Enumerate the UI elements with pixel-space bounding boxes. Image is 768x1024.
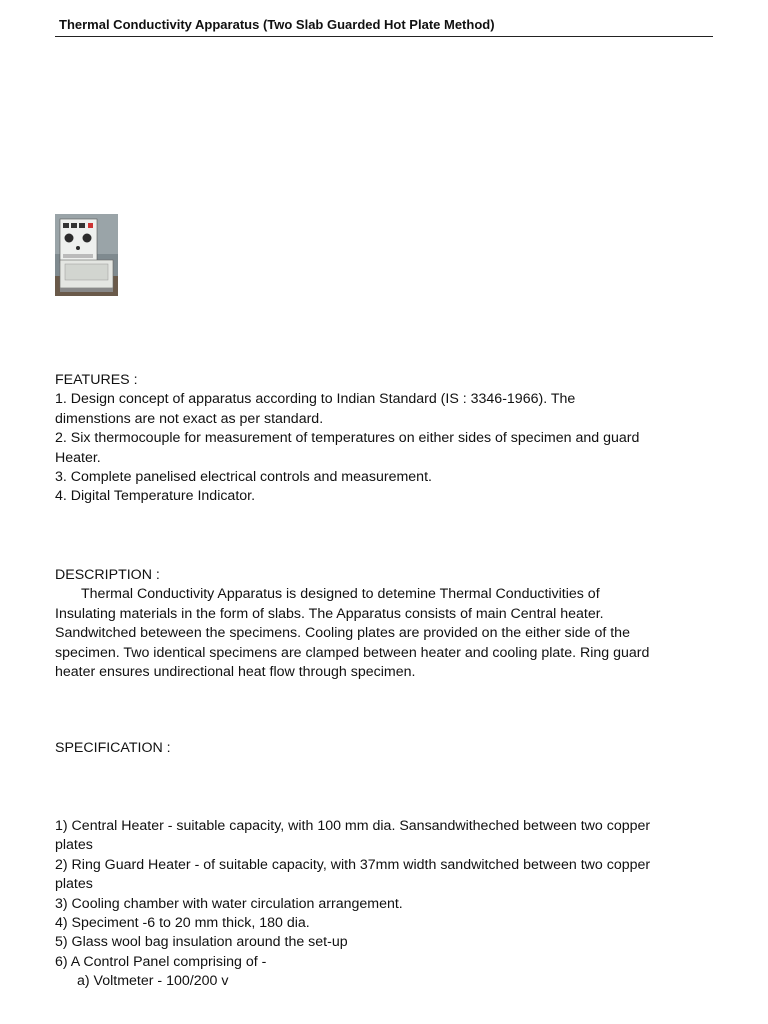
features-line: 1. Design concept of apparatus according to Indian Standard (IS : 3346-1966). The: [55, 391, 576, 408]
description-line: Sandwitched beteween the specimens. Cooling plates are provided on the either side of the: [55, 625, 630, 642]
description-heading: DESCRIPTION :: [55, 567, 160, 583]
features-line: Heater.: [55, 449, 101, 466]
specification-line: plates: [55, 837, 93, 854]
features-section: [55, 371, 725, 507]
page-header: [55, 16, 713, 37]
features-line: dimenstions are not exact as per standard.: [55, 410, 324, 427]
description-line: Insulating materials in the form of slabs. The Apparatus consists of main Central heater.: [55, 605, 604, 622]
specification-line: 5) Glass wool bag insulation around the set-up: [55, 934, 348, 951]
features-line: 3. Complete panelised electrical controls and measurement.: [55, 469, 432, 486]
description-line: specimen. Two identical specimens are clamped between heater and cooling plate. Ring guard: [55, 644, 650, 661]
features-heading: FEATURES :: [55, 372, 138, 388]
specification-line: a) Voltmeter - 100/200 v: [77, 973, 229, 990]
description-line: heater ensures undirectional heat flow through specimen.: [55, 664, 416, 681]
specification-section: [55, 817, 725, 992]
specification-line: 6) A Control Panel comprising of -: [55, 953, 267, 970]
description-section: [55, 566, 725, 682]
specification-line: 3) Cooling chamber with water circulation arrangement.: [55, 895, 403, 912]
specification-line: 2) Ring Guard Heater - of suitable capacity, with 37mm width sandwitched between two copper: [55, 856, 651, 873]
features-line: 4. Digital Temperature Indicator.: [55, 488, 256, 505]
page-title: Thermal Conductivity Apparatus (Two Slab Guarded Hot Plate Method): [59, 17, 495, 32]
specification-line: plates: [55, 876, 93, 893]
apparatus-photo: [55, 214, 118, 296]
specification-line: 4) Speciment -6 to 20 mm thick, 180 dia.: [55, 915, 310, 932]
description-line: Thermal Conductivity Apparatus is designed to detemine Thermal Conductivities of: [81, 586, 600, 603]
specification-line: 1) Central Heater - suitable capacity, with 100 mm dia. Sansandwitheched between two copper: [55, 818, 651, 834]
features-line: 2. Six thermocouple for measurement of temperatures on either sides of specimen and guard: [55, 430, 640, 447]
specification-heading: SPECIFICATION :: [55, 740, 171, 756]
specification-heading-block: [55, 739, 725, 758]
